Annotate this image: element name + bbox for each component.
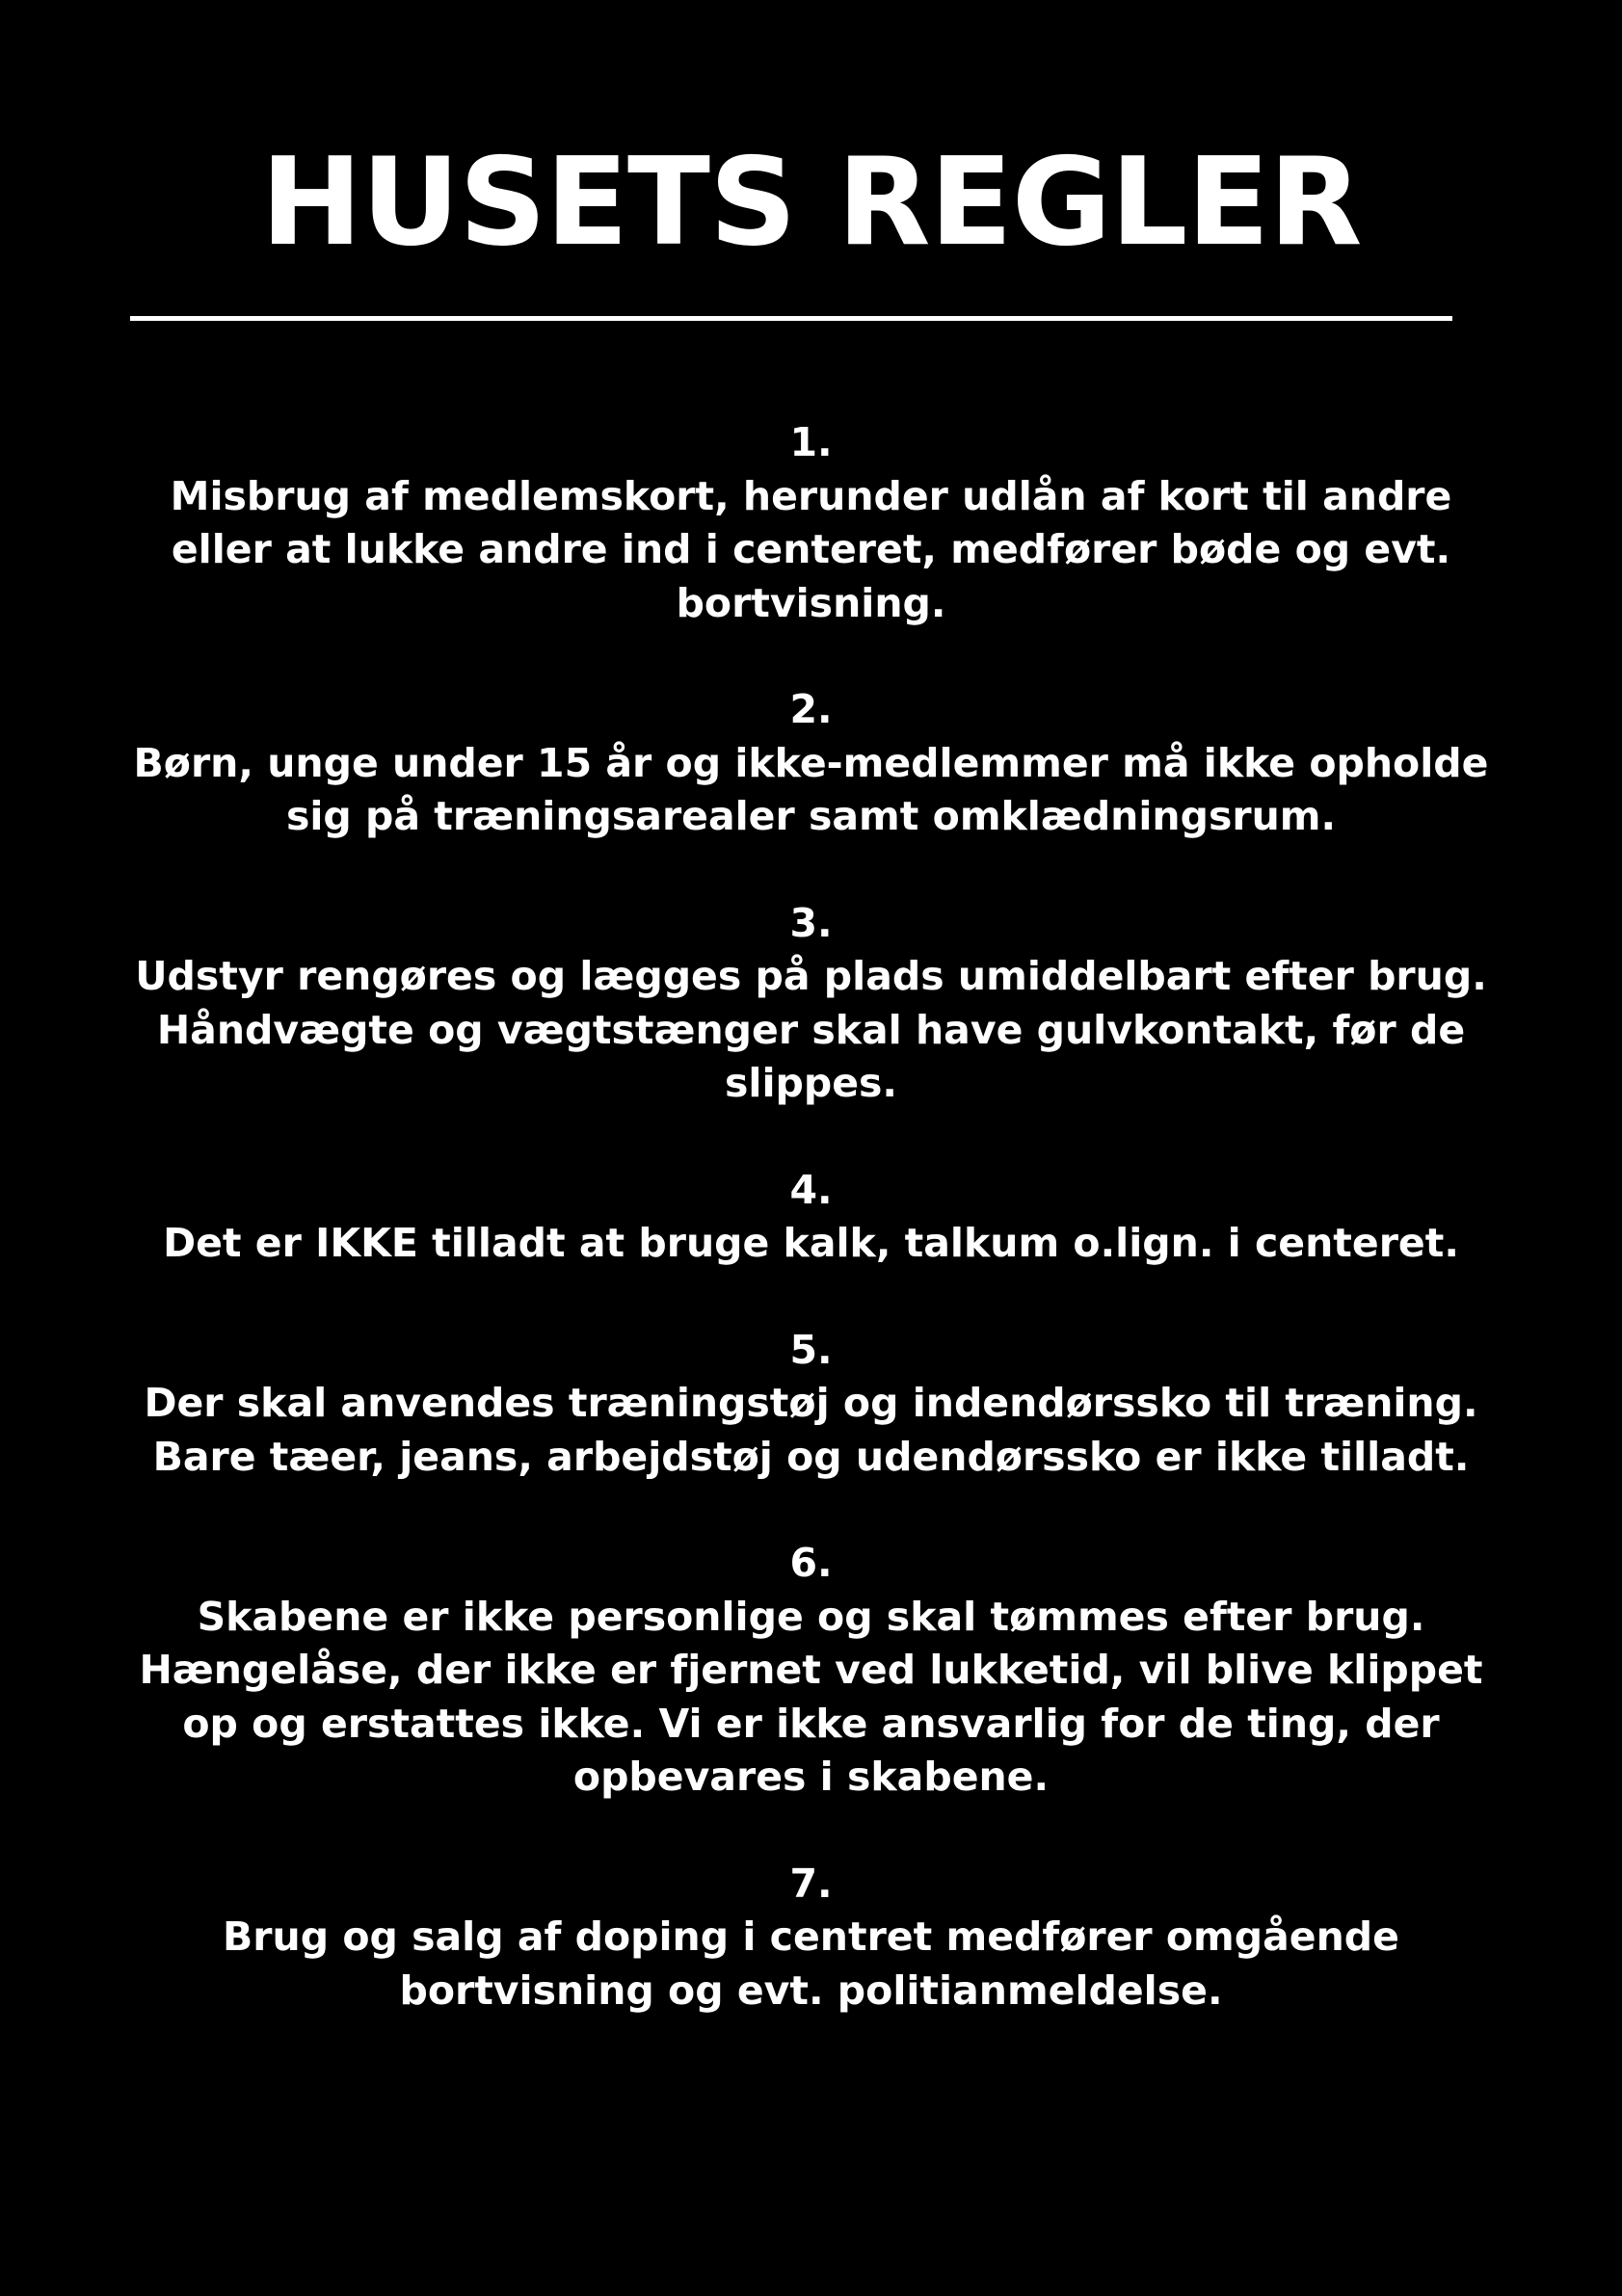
rule-item-3	[58, 897, 1564, 1111]
rule-text: Det er IKKE tilladt at bruge kalk, talkum o.lign. i centeret.	[163, 1220, 1459, 1266]
poster-title: HUSETS REGLER	[260, 131, 1362, 273]
rule-number: 4.	[789, 1166, 833, 1213]
rule-number: 7.	[789, 1860, 833, 1907]
rule-number: 5.	[789, 1326, 833, 1373]
rule-number: 1.	[789, 419, 833, 465]
rule-item-5	[58, 1324, 1564, 1485]
rule-text: Der skal anvendes træningstøj og indendørssko til træning. Bare tæer, jeans, arbejdstøj og udendørssko er ikke tilladt.	[144, 1380, 1478, 1480]
rule-text: Skabene er ikke personlige og skal tømmes efter brug. Hængelåse, der ikke er fjernet ved lukketid, vil blive klippet op og erstattes ikke. Vi er ikke ansvarlig for de ting, der opbevares i skabene.	[139, 1593, 1483, 1800]
rule-number: 3.	[789, 899, 833, 946]
rule-text: Misbrug af medlemskort, herunder udlån af kort til andre eller at lukke andre ind i centeret, medfører bøde og evt. bortvisning.	[170, 472, 1452, 626]
rule-item-6	[58, 1537, 1564, 1805]
rule-item-4	[58, 1164, 1564, 1271]
rule-item-2	[58, 683, 1564, 844]
rule-number: 6.	[789, 1540, 833, 1586]
rules-list	[58, 416, 1564, 2071]
rule-number: 2.	[789, 686, 833, 732]
rule-text: Børn, unge under 15 år og ikke-medlemmer må ikke opholde sig på træningsarealer samt omklædningsrum.	[133, 739, 1489, 839]
rule-text: Brug og salg af doping i centret medfører omgående bortvisning og evt. politianmeldelse.	[223, 1913, 1399, 2014]
rule-text: Udstyr rengøres og lægges på plads umiddelbart efter brug. Håndvægte og vægtstænger skal have gulvkontakt, før de slippes.	[135, 953, 1487, 1106]
rule-item-7	[58, 1858, 1564, 2019]
title-divider	[130, 316, 1452, 321]
rule-item-1	[58, 416, 1564, 630]
